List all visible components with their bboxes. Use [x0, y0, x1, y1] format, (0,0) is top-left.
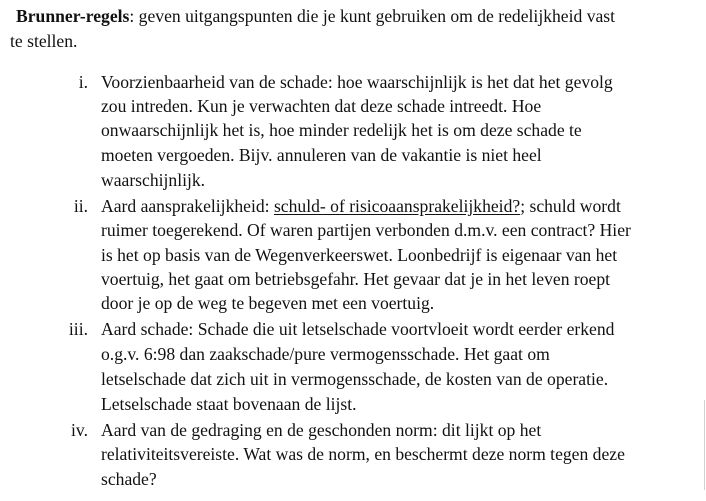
list-item-line: Voorzienbaarheid van de schade: hoe waarschijnlijk is het dat het gevolg	[101, 72, 613, 92]
intro-text: : geven uitgangspunten die je kunt gebruiken om de redelijkheid vast	[129, 6, 616, 26]
list-item-line	[101, 194, 621, 218]
intro-line-1	[16, 4, 615, 28]
list-item-line: relativiteitsvereiste. Wat was de norm, en beschermt deze norm tegen deze	[101, 444, 625, 464]
list-numeral: iii.	[68, 319, 88, 339]
underlined-phrase: schuld- of risicoaansprakelijkheid?	[273, 196, 521, 216]
list-numeral: iv.	[71, 420, 88, 440]
list-item-line: letselschade dat zich uit in vermogensschade, de kosten van de operatie.	[101, 369, 609, 389]
list-item-text: Aard aansprakelijkheid:	[101, 196, 274, 216]
list-numeral: i.	[78, 72, 88, 92]
list-item-line: zou intreden. Kun je verwachten dat deze schade intreedt. Hoe	[101, 96, 542, 116]
intro-term: Brunner-regels	[16, 6, 130, 26]
list-item-line: Aard van de gedraging en de geschonden norm: dit lijkt op het	[101, 420, 542, 440]
list-item-line: onwaarschijnlijk het is, hoe minder redelijk het is om deze schade te	[101, 120, 582, 140]
list-item-line: is het op basis van de Wegenverkeerswet. Loonbedrijf is eigenaar van het	[101, 245, 618, 265]
list-item-line: ruimer toegerekend. Of waren partijen verbonden d.m.v. een contract? Hier	[101, 220, 631, 240]
list-item-line: moeten vergoeden. Bijv. annuleren van de vakantie is niet heel	[101, 145, 542, 165]
list-item-line: schade?	[101, 469, 157, 489]
intro-line-2: te stellen.	[10, 31, 78, 51]
list-item-line: Letselschade staat bovenaan de lijst.	[101, 394, 357, 414]
list-numeral: ii.	[73, 196, 88, 216]
list-item-line: door je op de weg te begeven met een voertuig.	[101, 293, 435, 313]
page-edge-divider	[704, 400, 705, 490]
list-item-line: waarschijnlijk.	[101, 170, 206, 190]
list-item-line: o.g.v. 6:98 dan zaakschade/pure vermogensschade. Het gaat om	[101, 344, 550, 364]
list-item-line: Aard schade: Schade die uit letselschade voortvloeit wordt eerder erkend	[101, 319, 615, 339]
list-item-text: ; schuld wordt	[520, 196, 621, 216]
list-item-line: voertuig, het gaat om betriebsgefahr. Het gevaar dat je in het leven roept	[101, 269, 611, 289]
